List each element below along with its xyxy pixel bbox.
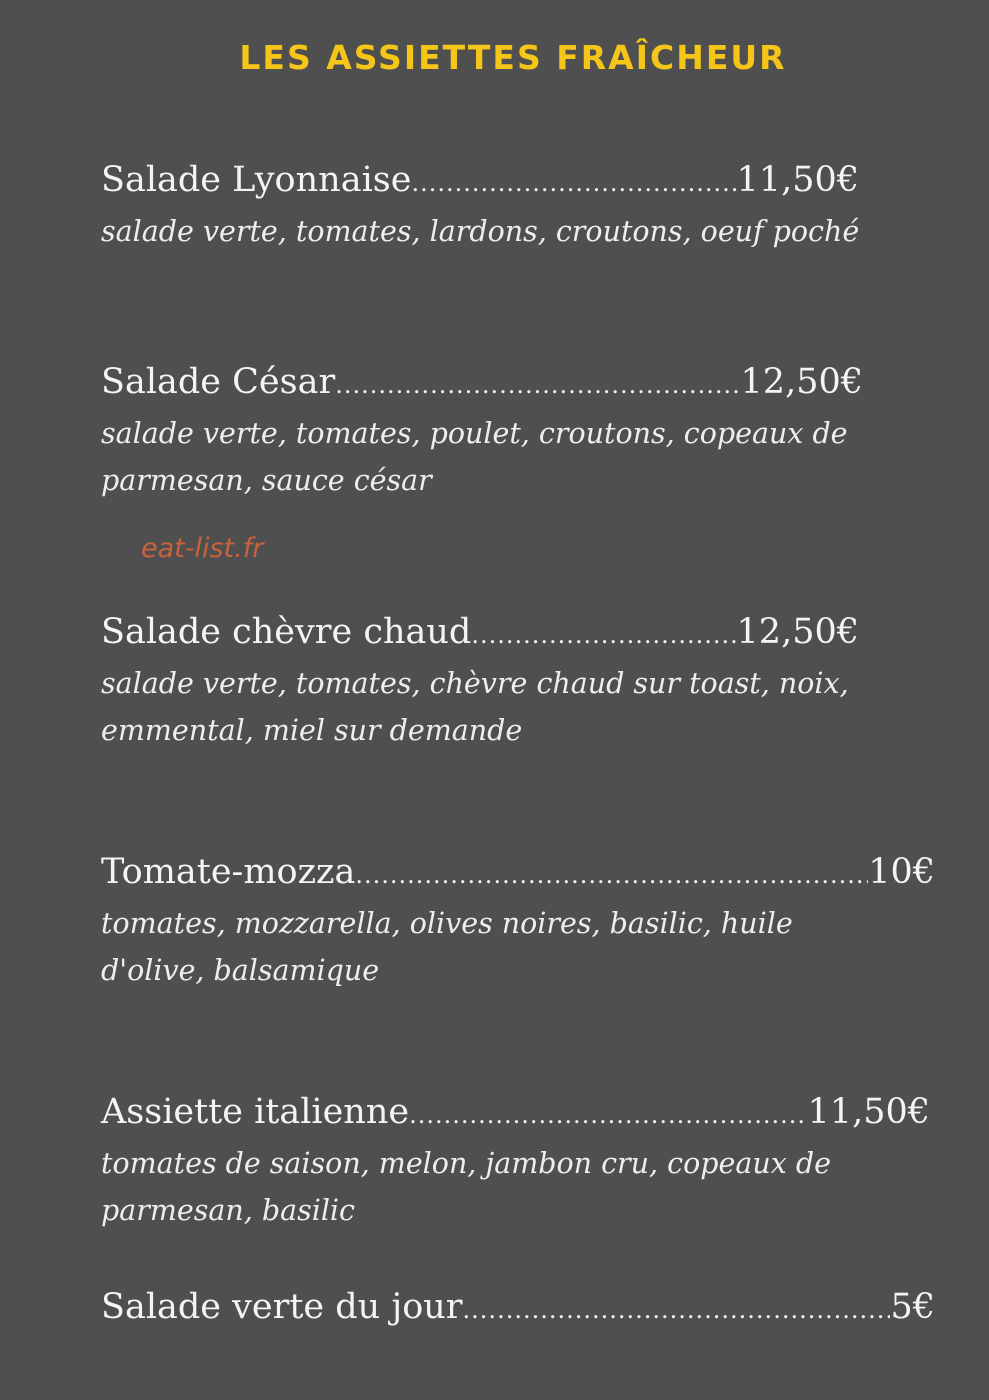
menu-item-price: 10€: [868, 852, 935, 892]
menu-item-line: [101, 157, 859, 206]
menu-item-description: tomates de saison, melon, jambon cru, copeaux de parmesan, basilic: [101, 1147, 831, 1227]
menu-item-price: 5€: [890, 1287, 935, 1327]
menu-item-price: 11,50€: [736, 160, 859, 200]
watermark-text: eat-list.fr: [141, 533, 264, 564]
menu-item-line: [101, 1284, 935, 1333]
dot-leader: [411, 160, 736, 206]
dot-leader: [463, 1287, 891, 1333]
menu-item-price: 12,50€: [740, 362, 863, 402]
menu-item-name: Salade verte du jour: [101, 1287, 463, 1327]
menu-item-description: salade verte, tomates, chèvre chaud sur toast, noix, emmental, miel sur demande: [101, 667, 849, 747]
menu-section-title: LES ASSIETTES FRAÎCHEUR: [239, 38, 787, 77]
menu-item-name: Salade Lyonnaise: [101, 160, 412, 200]
menu-item-line: [101, 359, 863, 408]
menu-item-salade-cesar: [101, 359, 863, 504]
dot-leader: [335, 362, 740, 408]
menu-item-price: 12,50€: [736, 612, 859, 652]
menu-item-name: Assiette italienne: [101, 1092, 410, 1132]
menu-item-salade-verte-du-jour: [101, 1284, 935, 1333]
menu-item-line: [101, 849, 935, 898]
menu-item-name: Salade César: [101, 362, 336, 402]
menu-item-name: Tomate-mozza: [101, 852, 356, 892]
dot-leader: [471, 612, 736, 658]
menu-item-assiette-italienne: [101, 1089, 930, 1234]
menu-item-tomate-mozza: [101, 849, 935, 994]
dot-leader: [409, 1092, 807, 1138]
menu-item-description: salade verte, tomates, poulet, croutons, copeaux de parmesan, sauce césar: [101, 417, 848, 497]
menu-item-salade-lyonnaise: [101, 157, 859, 255]
menu-item-line: [101, 1089, 930, 1138]
menu-item-description: salade verte, tomates, lardons, croutons, oeuf poché: [101, 215, 860, 248]
menu-item-line: [101, 609, 859, 658]
menu-item-name: Salade chèvre chaud: [101, 612, 472, 652]
dot-leader: [355, 852, 868, 898]
menu-item-description: tomates, mozzarella, olives noires, basilic, huile d'olive, balsamique: [101, 907, 793, 987]
menu-item-salade-chevre-chaud: [101, 609, 859, 754]
menu-item-price: 11,50€: [807, 1092, 930, 1132]
